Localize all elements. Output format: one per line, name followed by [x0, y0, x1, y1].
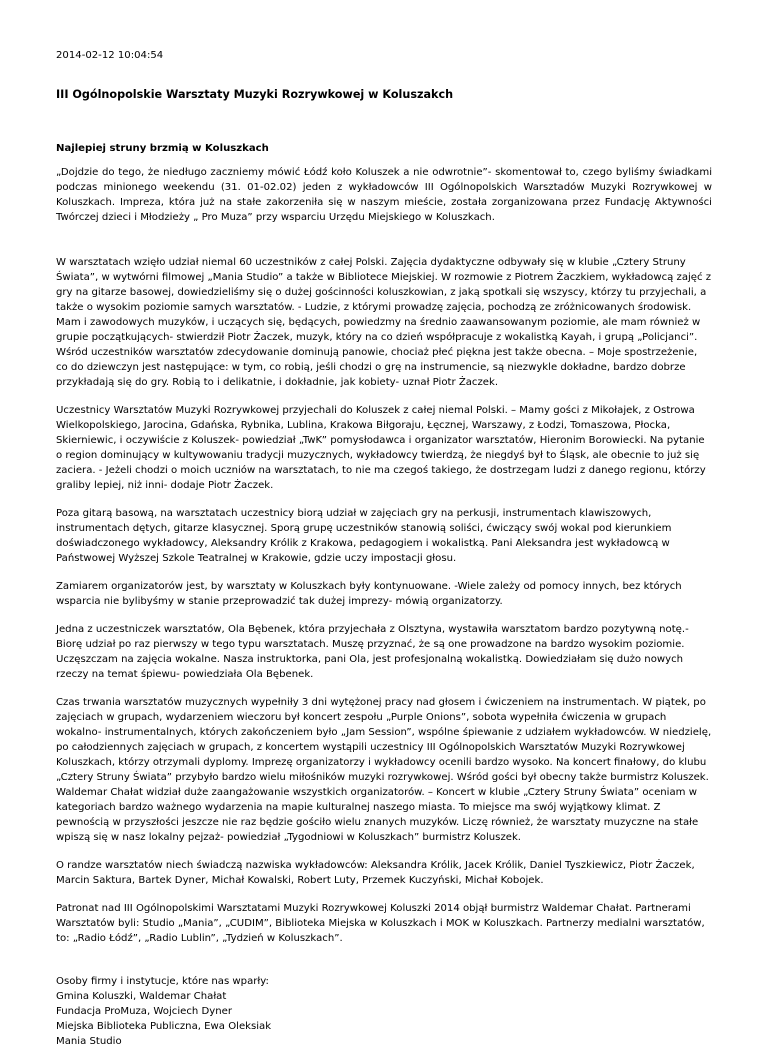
body-paragraph-3: Poza gitarą basową, na warsztatach uczestnicy biorą udział w zajęciach gry na perkusji, instrumentach klawiszowych, instrumentach dętych, gitarze klasycznej. Sporą grupę uczestników stanowią soliści, ćwiczący swój wokal pod kierunkiem doświadczonego wykładowcy, Aleksandry Królik z Krakowa, pedagogiem i wokalistką. Pani Aleksandra jest wykładowcą w Państwowej Wyższej Szkole Teatralnej w Krakowie, gdzie uczy impostacji głosu.: [56, 508, 672, 564]
body-paragraph-4: Zamiarem organizatorów jest, by warsztaty w Koluszkach były kontynuowane. -Wiele zależy od pomocy innych, bez których wsparcia nie bylibyśmy w stanie przeprowadzić tak dużej imprezy- mówią organizatorzy.: [56, 581, 682, 607]
body-paragraph-5: Jedna z uczestniczek warsztatów, Ola Bębenek, która przyjechała z Olsztyna, wystawiła warsztatom bardzo pozytywną notę.- Biorę udział po raz pierwszy w tego typu warsztatach. Muszę przyznać, że są one prowadzone na bardzo wysokim poziomie. Uczęszczam na zajęcia wokalne. Nasza instruktorka, pani Ola, jest profesjonalną wokalistką. Dowiedziałam się dużo nowych rzeczy na temat śpiewu- powiedziała Ola Bębenek.: [56, 624, 689, 680]
sponsor-item: Gmina Koluszki, Waldemar Chałat: [56, 991, 227, 1002]
publish-date: 2014-02-12 10:04:54: [56, 50, 164, 61]
article-title: III Ogólnopolskie Warsztaty Muzyki Rozrywkowej w Koluszakch: [56, 88, 454, 101]
sponsor-item: Mania Studio: [56, 1036, 122, 1047]
sponsors-list: [56, 974, 712, 1049]
body-paragraph-1: W warsztatach wzięło udział niemal 60 uczestników z całej Polski. Zajęcia dydaktyczne odbywały się w klubie „Cztery Struny Świata”, w wytwórni filmowej „Mania Studio” a także w Bibliotece Miejskiej. W rozmowie z Piotrem Żaczkiem, wykładowcą zajęć z gry na gitarze basowej, dowiedzieliśmy się o dużej gościnności koluszkowian, z jaką spotkali się wszyscy, którzy tu przyjechali, a także o wysokim poziomie samych warsztatów. - Ludzie, z którymi prowadzę zajęcia, pochodzą ze zróżnicowanych środowisk. Mam i zawodowych muzyków, i uczących się, będących, powiedzmy na średnio zaawansowanym poziomie, ale mam również w grupie początkujących- stwierdził Piotr Żaczek, muzyk, który na co dzień współpracuje z wokalistką Kayah, i grupą „Policjanci”. Wśród uczestników warsztatów zdecydowanie dominują panowie, chociaż płeć piękna jest także obecna. – Moje spostrzeżenie, co do dziewczyn jest następujące: w tym, co robią, jeśli chodzi o grę na instrumencie, są niezwykle dokładne, bardzo dobrze przykładają się do gry. Robią to i delikatnie, i dokładnie, jak kobiety- uznał Piotr Żaczek.: [56, 257, 712, 388]
sponsors-heading: Osoby firmy i instytucje, które nas wparły:: [56, 976, 269, 987]
article-subtitle: Najlepiej struny brzmią w Koluszkach: [56, 143, 269, 154]
intro-paragraph: „Dojdzie do tego, że niedługo zaczniemy mówić Łódź koło Koluszek a nie odwrotnie”- skomentował to, czego byliśmy świadkami podczas minionego weekendu (31. 01-02.02) jeden z wykładowców III Ogólnopolskich Warsztadów Muzyki Rozrywkowej w Koluszkach. Impreza, która już na stałe zakorzeniła się w naszym mieście, została zorganizowana przez Fundację Aktywności Twórczej dzieci i Młodzieży „ Pro Muza” przy wsparciu Urzędu Miejskiego w Koluszkach.: [56, 167, 712, 223]
body-paragraph-7: O randze warsztatów niech świadczą nazwiska wykładowców: Aleksandra Królik, Jacek Królik, Daniel Tyszkiewicz, Piotr Żaczek, Marcin Saktura, Bartek Dyner, Michał Kowalski, Robert Luty, Przemek Kuczyński, Michał Kobojek.: [56, 860, 695, 886]
body-paragraph-6: Czas trwania warsztatów muzycznych wypełniły 3 dni wytężonej pracy nad głosem i ćwiczeniem na instrumentach. W piątek, po zajęciach w grupach, wydarzeniem wieczoru był koncert zespołu „Purple Onions”, sobota wypełniła ćwiczenia w grupach wokalno- instrumentalnych, których zakończeniem było „Jam Session”, wspólne śpiewanie z udziałem wykładowców. W niedzielę, po całodziennych zajęciach w grupach, z koncertem wystąpili uczestnicy III Ogólnopolskich Warsztatów Muzyki Rozrywkowej Koluszkach, którzy otrzymali dyplomy. Imprezę organizatorzy i wykładowcy ocenili bardzo wysoko. Na koncert finałowy, do klubu „Cztery Struny Świata” przybyło bardzo wielu miłośników muzyki rozrywkowej. Wśród gości był obecny także burmistrz Koluszek. Waldemar Chałat widział duże zaangażowanie wszystkich organizatorów. – Koncert w klubie „Cztery Struny Świata” oceniam w kategoriach bardzo ważnego wydarzenia na mapie kulturalnej naszego miasta. To miejsce ma swój wyjątkowy klimat. Z pewnością w przyszłości jeszcze nie raz będzie gościło wielu znanych muzyków. Liczę również, że warsztaty muzyczne na stałe wpiszą się w nasz lokalny pejzaż- powiedział „Tygodniowi w Koluszkach” burmistrz Koluszek.: [56, 697, 712, 843]
sponsor-item: Fundacja ProMuza, Wojciech Dyner: [56, 1006, 232, 1017]
body-paragraph-8: Patronat nad III Ogólnopolskimi Warsztatami Muzyki Rozrywkowej Koluszki 2014 objął burmistrz Waldemar Chałat. Partnerami Warsztatów byli: Studio „Mania”, „CUDIM”, Biblioteka Miejska w Koluszkach i MOK w Koluszkach. Partnerzy medialni warsztatów, to: „Radio Łódź”, „Radio Lublin”, „Tydzień w Koluszkach”.: [56, 903, 705, 944]
sponsor-item: Miejska Biblioteka Publiczna, Ewa Oleksiak: [56, 1021, 272, 1032]
body-paragraph-2: Uczestnicy Warsztatów Muzyki Rozrywkowej przyjechali do Koluszek z całej niemal Polski. – Mamy gości z Mikołajek, z Ostrowa Wielkopolskiego, Jarocina, Gdańska, Rybnika, Lublina, Krakowa Biłgoraju, Łęcznej, Warszawy, z Łodzi, Tomaszowa, Płocka, Skierniewic, i oczywiście z Koluszek- powiedział „TwK” pomysłodawca i organizator warsztatów, Hieronim Borowiecki. Na pytanie o region dominujący w kultywowaniu tradycji muzycznych, wykładowcy twierdzą, że niegdyś był to Śląsk, ale obecnie to już się zaciera. - Jeżeli chodzi o moich uczniów na warsztatach, to nie ma czegoś takiego, że dostrzegam ludzi z danego regionu, którzy graliby lepiej, niż inni- dodaje Piotr Żaczek.: [56, 405, 706, 491]
